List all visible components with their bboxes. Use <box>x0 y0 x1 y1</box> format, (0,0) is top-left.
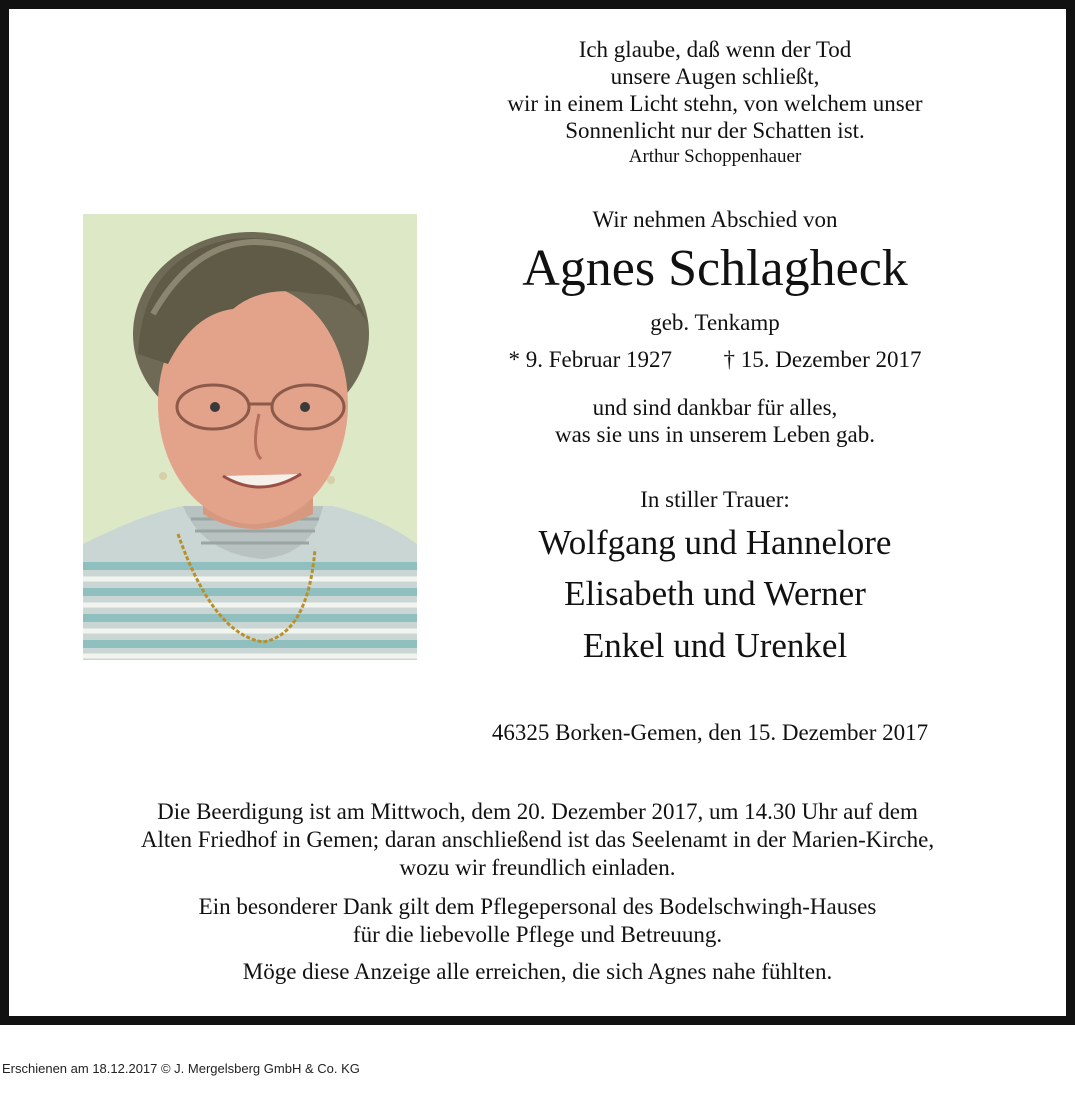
life-dates <box>460 346 970 373</box>
funeral-line: Die Beerdigung ist am Mittwoch, dem 20. Dezember 2017, um 14.30 Uhr auf dem <box>157 799 918 824</box>
portrait-photo <box>83 214 417 660</box>
portrait-image <box>83 214 417 660</box>
quote-line: unsere Augen schließt, <box>610 64 820 89</box>
thanks-line: Ein besonderer Dank gilt dem Pflegepersonal des Bodelschwingh-Hauses <box>198 894 877 919</box>
closing-text: Möge diese Anzeige alle erreichen, die sich Agnes nahe fühlten. <box>242 959 833 984</box>
mourner-name: Elisabeth und Werner <box>564 574 866 613</box>
funeral-line: wozu wir freundlich einladen. <box>399 855 676 880</box>
funeral-info <box>40 798 1035 882</box>
quote <box>460 36 970 144</box>
gratitude-line: und sind dankbar für alles, <box>592 395 838 420</box>
birth-date: * 9. Februar 1927 <box>508 347 673 372</box>
deceased-name: Agnes Schlagheck <box>522 240 908 297</box>
quote-line: wir in einem Licht stehn, von welchem unser <box>507 91 923 116</box>
place-date: 46325 Borken-Gemen, den 15. Dezember 2017 <box>491 720 929 745</box>
gratitude-text <box>460 394 970 448</box>
thanks-text <box>40 893 1035 949</box>
gratitude-line: was sie uns in unserem Leben gab. <box>554 422 875 447</box>
birth-name: geb. Tenkamp <box>650 310 780 335</box>
farewell-intro: Wir nehmen Abschied von <box>592 207 838 232</box>
funeral-line: Alten Friedhof in Gemen; daran anschließend ist das Seelenamt in der Marien-Kirche, <box>140 827 935 852</box>
mourner-name: Enkel und Urenkel <box>582 626 848 665</box>
mourner-name: Wolfgang und Hannelore <box>538 523 892 562</box>
mourning-intro: In stiller Trauer: <box>640 487 790 512</box>
quote-author: Arthur Schoppenhauer <box>628 146 802 167</box>
quote-line: Ich glaube, daß wenn der Tod <box>578 37 852 62</box>
thanks-line: für die liebevolle Pflege und Betreuung. <box>352 922 723 947</box>
quote-line: Sonnenlicht nur der Schatten ist. <box>565 118 865 143</box>
publication-footer: Erschienen am 18.12.2017 © J. Mergelsberg GmbH & Co. KG <box>2 1061 360 1076</box>
death-date: † 15. Dezember 2017 <box>723 347 922 372</box>
